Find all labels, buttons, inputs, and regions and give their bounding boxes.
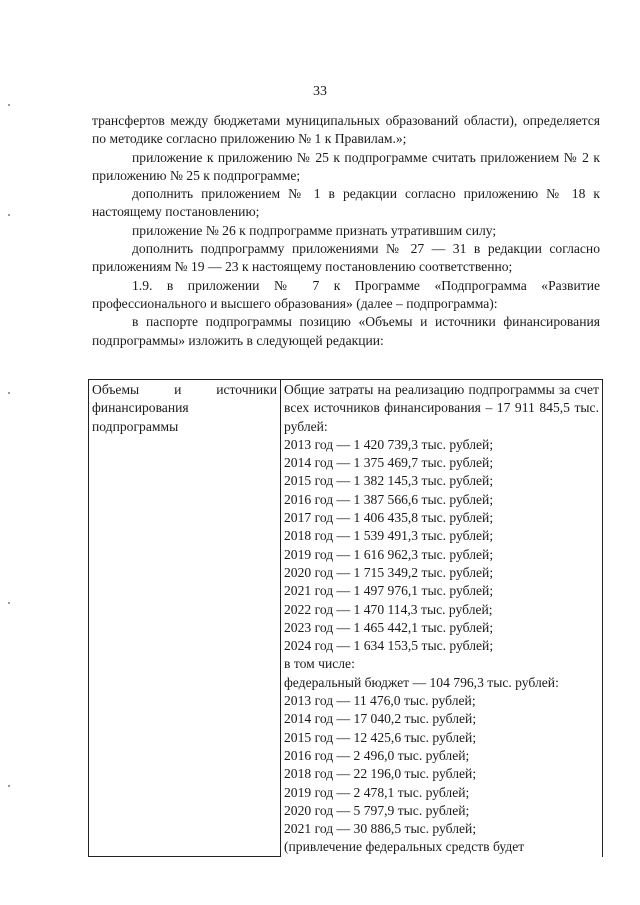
total-year-line: 2014 год — 1 375 469,7 тыс. рублей; (284, 455, 494, 471)
paragraph: дополнить приложением № 1 в редакции согласно приложению № 18 к настоящему постановлению; (92, 186, 600, 220)
total-year-line: 2022 год — 1 470 114,3 тыс. рублей; (284, 601, 493, 617)
total-year-line: 2024 год — 1 634 153,5 тыс. рублей; (284, 638, 494, 654)
paragraph: трансфертов между бюджетами муниципальных образований области), определяется по методике согласно приложению № 1 к Правилам.»; (92, 113, 600, 147)
federal-year-line: 2013 год — 11 476,0 тыс. рублей; (284, 693, 476, 709)
total-year-line: 2021 год — 1 497 976,1 тыс. рублей; (284, 583, 494, 599)
margin-mark (8, 104, 10, 106)
federal-year-line: 2015 год — 12 425,6 тыс. рублей; (284, 729, 477, 745)
total-year-line: 2020 год — 1 715 349,2 тыс. рублей; (284, 564, 494, 580)
paragraph: приложение № 26 к подпрограмме признать утратившим силу; (132, 222, 497, 238)
table-row (89, 380, 603, 857)
total-year-line: 2023 год — 1 465 442,1 тыс. рублей; (284, 619, 494, 635)
paragraph: дополнить подпрограмму приложениями № 27 — 31 в редакции согласно приложениям № 19 — 23 к настоящему постановлению соответственно; (92, 241, 600, 275)
page-number: 33 (313, 84, 327, 99)
financing-table (88, 379, 603, 857)
federal-year-line: 2016 год — 2 496,0 тыс. рублей; (284, 747, 470, 763)
paragraph: в паспорте подпрограммы позицию «Объемы и источники финансирования подпрограммы» изложить в следующей редакции: (92, 314, 600, 348)
body-text (92, 112, 600, 350)
margin-mark (8, 785, 10, 787)
federal-year-line: 2019 год — 2 478,1 тыс. рублей; (284, 784, 470, 800)
federal-year-line: 2021 год — 30 886,5 тыс. рублей; (284, 821, 477, 837)
trailing-text: (привлечение федеральных средств будет (284, 839, 525, 855)
total-year-line: 2018 год — 1 539 491,3 тыс. рублей; (284, 528, 494, 544)
margin-mark (8, 214, 10, 216)
paragraph: приложение к приложению № 25 к подпрограмме считать приложением № 2 к приложению № 25 к подпрограмме; (92, 149, 600, 183)
table-label: Объемы и источники финансирования подпрограммы (92, 382, 277, 434)
federal-year-line: 2020 год — 5 797,9 тыс. рублей; (284, 802, 470, 818)
total-year-line: 2017 год — 1 406 435,8 тыс. рублей; (284, 510, 494, 526)
table-value-cell (281, 380, 603, 857)
total-year-line: 2016 год — 1 387 566,6 тыс. рублей; (284, 491, 494, 507)
paragraph: 1.9. в приложении № 7 к Программе «Подпрограмма «Развитие профессионального и высшего образования» (далее – подпрограмма): (92, 277, 600, 311)
including-label: в том числе: (284, 656, 355, 672)
total-year-line: 2019 год — 1 616 962,3 тыс. рублей; (284, 546, 494, 562)
total-year-line: 2013 год — 1 420 739,3 тыс. рублей; (284, 436, 494, 452)
margin-mark (8, 392, 10, 394)
federal-year-line: 2014 год — 17 040,2 тыс. рублей; (284, 711, 477, 727)
total-year-line: 2015 год — 1 382 145,3 тыс. рублей; (284, 473, 494, 489)
federal-intro: федеральный бюджет — 104 796,3 тыс. рублей: (284, 674, 559, 690)
table-label-cell (89, 380, 281, 857)
margin-mark (8, 602, 10, 604)
federal-year-line: 2018 год — 22 196,0 тыс. рублей; (284, 766, 477, 782)
total-intro: Общие затраты на реализацию подпрограммы за счет всех источников финансирования – 17 911 845,5 тыс. рублей: (284, 382, 599, 434)
